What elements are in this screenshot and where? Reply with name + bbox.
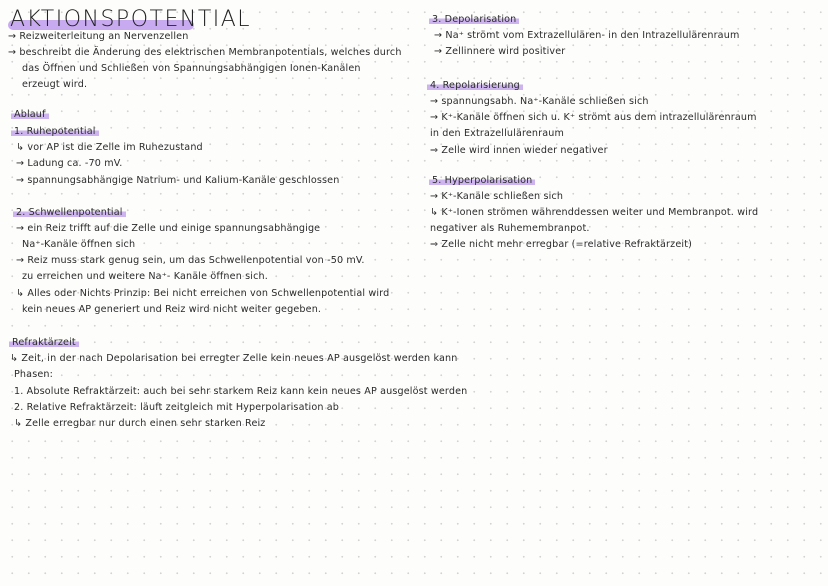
refraktaerzeit-heading: Refraktärzeit	[12, 335, 79, 352]
hyperpolarisation-heading: 5. Hyperpolarisation	[432, 173, 535, 190]
schwelle-line: ↳ Alles oder Nichts Prinzip: Bei nicht erreichen von Schwellenpotential wird	[16, 288, 390, 299]
intro-line: → Reizweiterleitung an Nervenzellen	[8, 31, 189, 42]
refraktaer-line: 2. Relative Refraktärzeit: läuft zeitgleich mit Hyperpolarisation ab	[14, 402, 340, 413]
repol-line: in den Extrazellulärenraum	[430, 128, 565, 139]
hyper-line: negativer als Ruhemembranpot.	[430, 223, 590, 234]
schwelle-line: kein neues AP generiert und Reiz wird nicht weiter gegeben.	[22, 304, 322, 315]
ruhe-line: → spannungsabhängige Natrium- und Kalium-Kanäle geschlossen	[16, 175, 340, 186]
refraktaer-line: 1. Absolute Refraktärzeit: auch bei sehr starkem Reiz kann kein neues AP ausgelöst werden	[14, 386, 468, 397]
page-title: AKTIONSPOTENTIAL	[10, 7, 252, 32]
ruhepotential-heading: 1. Ruhepotential	[14, 124, 99, 141]
schwellenpotential-heading: 2. Schwellenpotential	[16, 205, 126, 222]
depol-line: → Na⁺ strömt vom Extrazellulären- in den Intrazellulärenraum	[434, 30, 740, 41]
schwelle-line: Na⁺-Kanäle öffnen sich	[22, 239, 136, 250]
intro-line: → beschreibt die Änderung des elektrischen Membranpotentials, welches durch	[8, 47, 402, 58]
depol-line: → Zellinnere wird positiver	[434, 46, 566, 57]
ruhe-line: ↳ vor AP ist die Zelle im Ruhezustand	[16, 142, 203, 153]
schwelle-line: zu erreichen und weitere Na⁺- Kanäle öffnen sich.	[22, 271, 268, 282]
ablauf-heading: Ablauf	[14, 107, 49, 124]
schwelle-line: → Reiz muss stark genug sein, um das Schwellenpotential von -50 mV.	[16, 255, 365, 266]
refraktaer-line: ↳ Zelle erregbar nur durch einen sehr starken Reiz	[14, 418, 266, 429]
depolarisation-heading: 3. Depolarisation	[432, 12, 519, 29]
hyper-line: ↳ K⁺-Ionen strömen währenddessen weiter und Membranpot. wird	[430, 207, 759, 218]
refraktaer-line: ↳ Zeit, in der nach Depolarisation bei erregter Zelle kein neues AP ausgelöst werden kann	[10, 353, 458, 364]
ruhe-line: → Ladung ca. -70 mV.	[16, 158, 123, 169]
repol-line: → spannungsabh. Na⁺-Kanäle schließen sich	[430, 96, 649, 107]
hyper-line: → K⁺-Kanäle schließen sich	[430, 191, 564, 202]
repol-line: → K⁺-Kanäle öffnen sich u. K⁺ strömt aus dem intrazellulärenraum	[430, 112, 757, 123]
hyper-line: ⇒ Zelle nicht mehr erregbar (=relative Refraktärzeit)	[430, 239, 693, 250]
repol-line: ⇒ Zelle wird innen wieder negativer	[430, 145, 608, 156]
schwelle-line: → ein Reiz trifft auf die Zelle und einige spannungsabhängige	[16, 223, 321, 234]
intro-line: das Öffnen und Schließen von Spannungsabhängigen Ionen-Kanälen	[22, 63, 361, 74]
refraktaer-line: Phasen:	[14, 369, 54, 380]
repolarisierung-heading: 4. Repolarisierung	[430, 78, 523, 95]
intro-line: erzeugt wird.	[22, 79, 88, 90]
